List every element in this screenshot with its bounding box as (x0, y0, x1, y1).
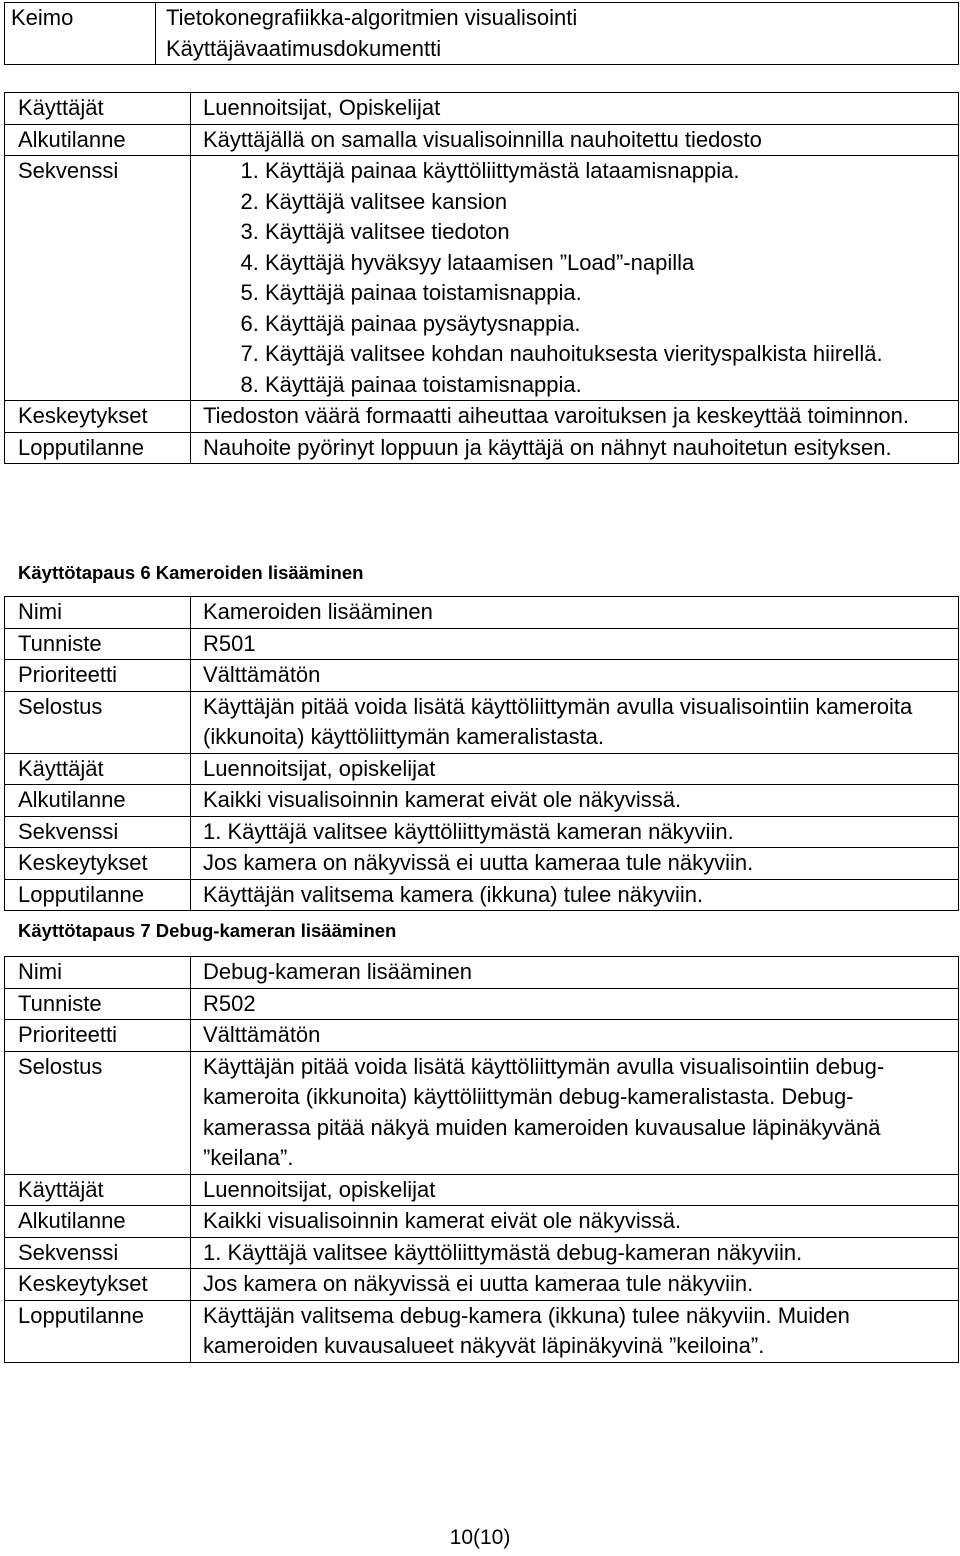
row-value: Kameroiden lisääminen (191, 597, 959, 629)
use-case-6-heading: Käyttötapaus 6 Kameroiden lisääminen (18, 562, 364, 583)
use-case-5-table (4, 92, 959, 464)
row-value: Jos kamera on näkyvissä ei uutta kameraa tule näkyviin. (191, 1269, 959, 1301)
document-title: Tietokonegrafiikka-algoritmien visualisointi (166, 5, 578, 30)
table-row (5, 1237, 959, 1269)
row-value: Käyttäjän pitää voida lisätä käyttöliittymän avulla visualisointiin debug-kameroita (ikkunoita) käyttöliittymän debug-kameralistasta. Debug-kamerassa pitää näkyä muiden kameroiden kuvausalue läpinäkyvänä ”keilana”. (191, 1051, 959, 1174)
row-label: Käyttäjät (5, 93, 191, 125)
row-value: Jos kamera on näkyvissä ei uutta kameraa tule näkyviin. (191, 848, 959, 880)
row-label: Nimi (5, 597, 191, 629)
table-row (5, 124, 959, 156)
row-value: Debug-kameran lisääminen (191, 957, 959, 989)
row-label: Nimi (5, 957, 191, 989)
row-label: Käyttäjät (5, 753, 191, 785)
row-value: R502 (191, 988, 959, 1020)
row-label: Alkutilanne (5, 785, 191, 817)
organization-name: Keimo (5, 3, 156, 65)
page-number: 10(10) (449, 1526, 511, 1549)
use-case-7-heading: Käyttötapaus 7 Debug-kameran lisääminen (18, 920, 397, 941)
row-label: Prioriteetti (5, 1020, 191, 1052)
table-row (5, 93, 959, 125)
table-row (5, 597, 959, 629)
row-value: Luennoitsijat, Opiskelijat (191, 93, 959, 125)
row-value: R501 (191, 628, 959, 660)
table-row (5, 628, 959, 660)
table-row (5, 401, 959, 433)
list-item: 1. Käyttäjä painaa käyttöliittymästä lataamisnappia. (265, 156, 954, 187)
row-label: Prioriteetti (5, 660, 191, 692)
table-row (5, 879, 959, 911)
row-value: Nauhoite pyörinyt loppuun ja käyttäjä on nähnyt nauhoitetun esityksen. (191, 432, 959, 464)
row-label: Keskeytykset (5, 401, 191, 433)
table-row (5, 1300, 959, 1362)
table-row (5, 816, 959, 848)
list-item: 8. Käyttäjä painaa toistamisnappia. (265, 370, 954, 401)
row-value: Kaikki visualisoinnin kamerat eivät ole näkyvissä. (191, 1206, 959, 1238)
row-value: Luennoitsijat, opiskelijat (191, 1174, 959, 1206)
list-item: 3. Käyttäjä valitsee tiedoton (265, 217, 954, 248)
document-header (4, 2, 959, 65)
row-label: Alkutilanne (5, 1206, 191, 1238)
row-value: Kaikki visualisoinnin kamerat eivät ole näkyvissä. (191, 785, 959, 817)
row-value: Välttämätön (191, 1020, 959, 1052)
row-label: Käyttäjät (5, 1174, 191, 1206)
list-item: 4. Käyttäjä hyväksyy lataamisen ”Load”-napilla (265, 248, 954, 279)
table-row (5, 785, 959, 817)
sequence-list (203, 156, 954, 400)
row-label: Sekvenssi (5, 156, 191, 401)
document-subtitle: Käyttäjävaatimusdokumentti (166, 35, 442, 61)
row-value: Käyttäjän valitsema kamera (ikkuna) tulee näkyviin. (191, 879, 959, 911)
row-value: Tiedoston väärä formaatti aiheuttaa varoituksen ja keskeyttää toiminnon. (191, 401, 959, 433)
row-label: Lopputilanne (5, 432, 191, 464)
row-label: Selostus (5, 691, 191, 753)
table-row (5, 156, 959, 401)
row-value: 1. Käyttäjä valitsee käyttöliittymästä debug-kameran näkyviin. (191, 1237, 959, 1269)
row-label: Selostus (5, 1051, 191, 1174)
row-label: Keskeytykset (5, 848, 191, 880)
row-label: Lopputilanne (5, 1300, 191, 1362)
table-row (5, 1020, 959, 1052)
use-case-7-table (4, 956, 959, 1363)
row-value: Käyttäjällä on samalla visualisoinnilla nauhoitettu tiedosto (191, 124, 959, 156)
row-label: Keskeytykset (5, 1269, 191, 1301)
table-row (5, 988, 959, 1020)
list-item: 6. Käyttäjä painaa pysäytysnappia. (265, 309, 954, 340)
row-label: Sekvenssi (5, 1237, 191, 1269)
use-case-6-table (4, 596, 959, 911)
table-row (5, 1206, 959, 1238)
row-value: 1. Käyttäjä valitsee käyttöliittymästä kameran näkyviin. (191, 816, 959, 848)
table-row (5, 753, 959, 785)
row-value: Luennoitsijat, opiskelijat (191, 753, 959, 785)
row-label: Tunniste (5, 628, 191, 660)
table-row (5, 1174, 959, 1206)
table-row (5, 660, 959, 692)
table-row (5, 432, 959, 464)
row-value: Käyttäjän valitsema debug-kamera (ikkuna) tulee näkyviin. Muiden kameroiden kuvausalueet näkyvät läpinäkyvinä ”keiloina”. (191, 1300, 959, 1362)
list-item: 5. Käyttäjä painaa toistamisnappia. (265, 278, 954, 309)
table-row (5, 848, 959, 880)
row-value: Käyttäjän pitää voida lisätä käyttöliittymän avulla visualisointiin kameroita (ikkunoita) käyttöliittymän kameralistasta. (191, 691, 959, 753)
row-label: Sekvenssi (5, 816, 191, 848)
table-row (5, 1051, 959, 1174)
table-row (5, 957, 959, 989)
row-label: Alkutilanne (5, 124, 191, 156)
list-item: 2. Käyttäjä valitsee kansion (265, 187, 954, 218)
table-row (5, 691, 959, 753)
row-value: Välttämätön (191, 660, 959, 692)
list-item: 7. Käyttäjä valitsee kohdan nauhoituksesta vierityspalkista hiirellä. (265, 339, 954, 370)
row-label: Lopputilanne (5, 879, 191, 911)
row-label: Tunniste (5, 988, 191, 1020)
table-row (5, 1269, 959, 1301)
